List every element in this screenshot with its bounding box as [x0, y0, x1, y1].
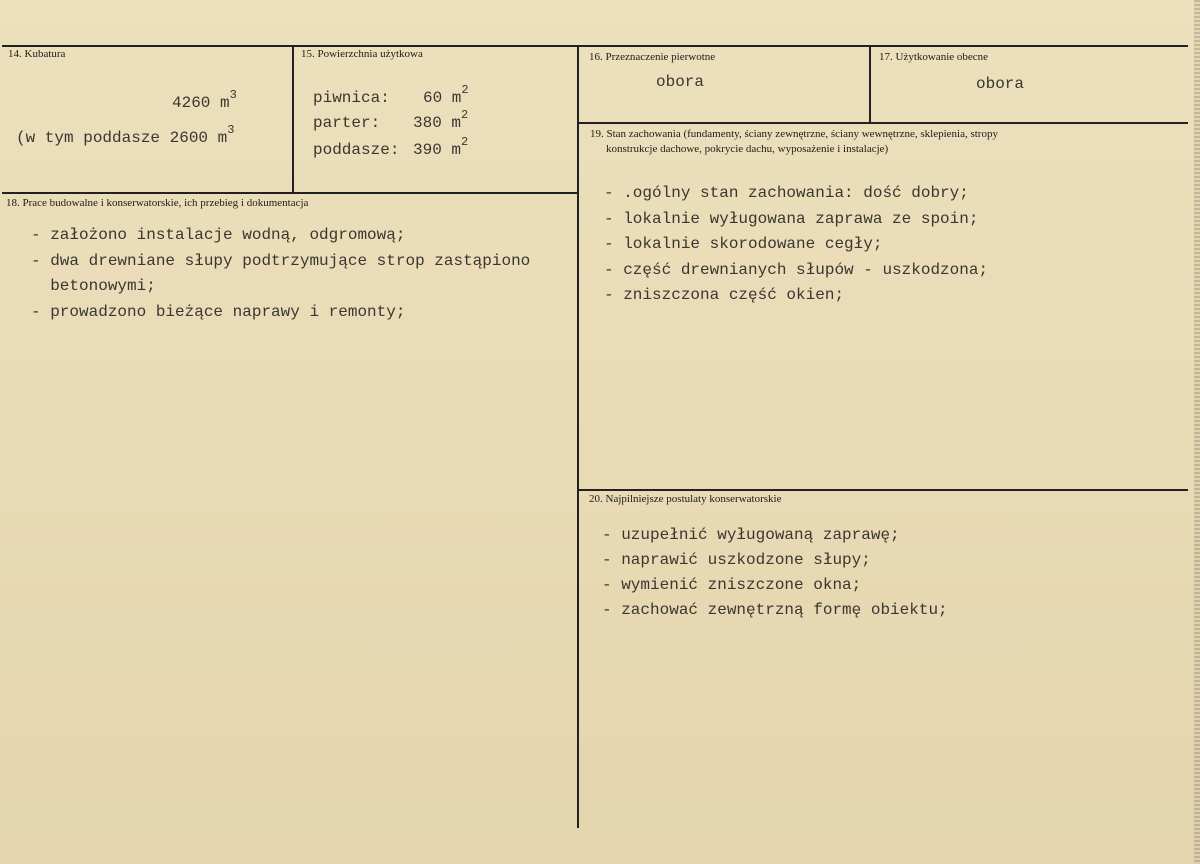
area-row-basement: [313, 89, 390, 107]
list-item: - część drewnianych słupów - uszkodzona;: [604, 260, 989, 279]
field-15-label: 15. Powierzchnia użytkowa: [301, 48, 423, 60]
construction-works-list: [31, 223, 530, 325]
area-row-attic: [313, 141, 399, 159]
list-item: - założono instalacje wodną, odgromową;: [31, 226, 406, 244]
rule-above-20: [578, 489, 1188, 491]
list-item: - .ogólny stan zachowania: dość dobry;: [604, 184, 969, 202]
volume-exponent: 3: [229, 88, 237, 102]
top-rule: [2, 45, 1188, 47]
conservation-postulates-list: [602, 523, 948, 623]
condition-list: [604, 181, 988, 309]
area-row-value: 390 m: [413, 141, 462, 159]
area-row-name: piwnica:: [313, 89, 390, 107]
area-row-value: 60 m: [423, 89, 462, 107]
list-item: - wymienić zniszczone okna;: [602, 576, 862, 594]
list-item: - dwa drewniane słupy podtrzymujące strop zastąpiono: [31, 251, 531, 270]
field-18-label: 18. Prace budowalne i konserwatorskie, ich przebieg i dokumentacja: [6, 197, 309, 209]
list-item: - uzupełnić wyługowaną zaprawę;: [602, 526, 900, 544]
field-19-label-line1: 19. Stan zachowania (fundamenty, ściany zewnętrzne, ściany wewnętrzne, sklepienia, stropy: [590, 128, 998, 140]
area-row-name: poddasze:: [313, 141, 400, 159]
field-19-label-line2: konstrukcje dachowe, pokrycie dachu, wyposażenie i instalacje): [606, 143, 889, 155]
divider-14-15: [292, 46, 294, 192]
list-item: betonowymi;: [31, 277, 156, 296]
field-16-label: 16. Przeznaczenie pierwotne: [589, 51, 716, 63]
area-row-exponent: 2: [461, 83, 469, 97]
area-row-basement-value: [423, 83, 469, 107]
rule-under-14-15: [2, 192, 578, 194]
original-purpose-value: obora: [656, 73, 705, 91]
list-item: - prowadzono bieżące naprawy i remonty;: [31, 302, 406, 321]
area-row-value: 380 m: [413, 114, 462, 132]
area-row-ground-floor-value: [413, 108, 469, 132]
center-divider: [577, 46, 579, 828]
list-item: - lokalnie wyługowana zaprawa ze spoin;: [604, 209, 979, 228]
list-item: - lokalnie skorodowane cegły;: [604, 235, 883, 254]
field-14-label: 14. Kubatura: [8, 48, 66, 60]
volume-text: 4260 m: [172, 94, 230, 112]
list-item: - naprawić uszkodzone słupy;: [602, 551, 871, 569]
area-row-ground-floor: [313, 114, 380, 132]
volume-value: [172, 88, 237, 112]
rule-under-16-17: [578, 122, 1188, 124]
attic-volume-value: [16, 123, 235, 147]
area-row-exponent: 2: [461, 108, 469, 122]
attic-volume-exponent: 3: [227, 123, 235, 137]
area-row-attic-value: [413, 135, 469, 159]
scan-edge: [1194, 0, 1200, 864]
divider-16-17: [869, 46, 871, 122]
list-item: - zachować zewnętrzną formę obiektu;: [602, 601, 948, 619]
field-20-label: 20. Najpilniejsze postulaty konserwatorskie: [589, 493, 782, 505]
current-use-value: obora: [976, 75, 1025, 93]
field-17-label: 17. Użytkowanie obecne: [879, 51, 989, 63]
area-row-name: parter:: [313, 114, 381, 132]
area-row-exponent: 2: [461, 135, 469, 149]
list-item: - zniszczona część okien;: [604, 286, 845, 305]
attic-volume-text: (w tym poddasze 2600 m: [16, 129, 228, 147]
